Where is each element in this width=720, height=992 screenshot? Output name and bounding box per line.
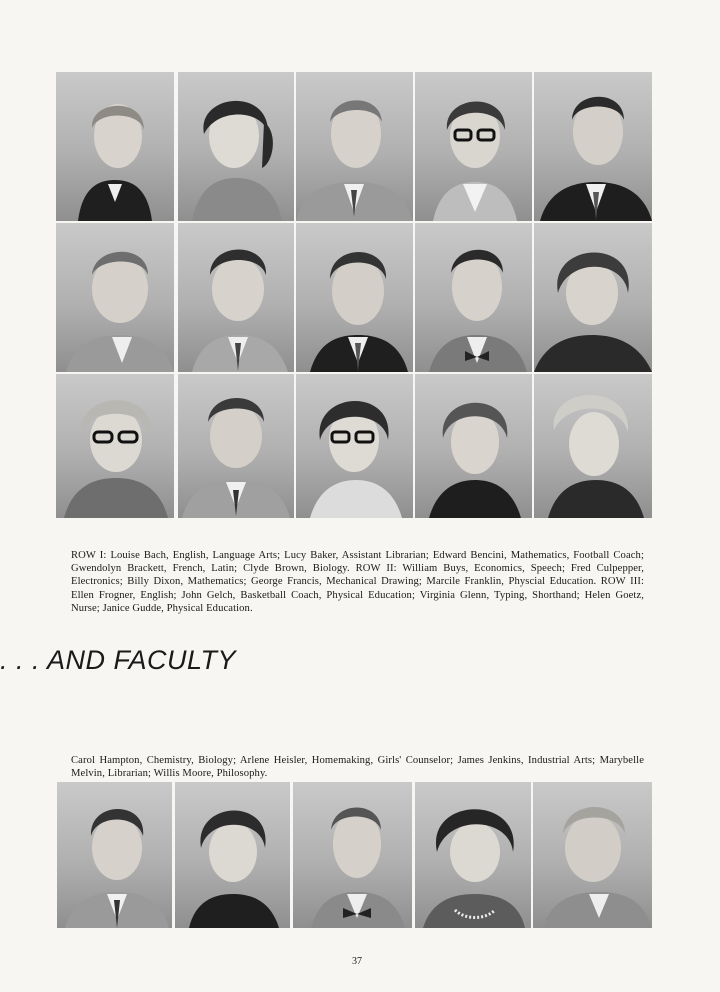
portrait-marcile-franklin <box>534 223 652 372</box>
portrait-ellen-frogner <box>56 374 174 518</box>
portrait-arlene-heisler <box>175 782 290 928</box>
portrait-virginia-glenn <box>296 374 413 518</box>
portrait-willis-moore <box>533 782 652 928</box>
faculty-caption-bottom: Carol Hampton, Chemistry, Biology; Arlene Heisler, Homemaking, Girls' Counselor; James Jenkins, Industrial Arts; Marybelle Melvin, Librarian; Willis Moore, Philosophy. <box>71 754 644 779</box>
portrait-edward-bencini <box>296 72 413 221</box>
portrait-billy-dixon <box>296 223 413 372</box>
portrait-janice-gudde <box>534 374 652 518</box>
portrait-helen-goetz <box>415 374 532 518</box>
portrait-lucy-baker <box>178 72 294 221</box>
portrait-clyde-brown <box>534 72 652 221</box>
portrait-william-buys <box>56 223 174 372</box>
portrait-george-francis <box>415 223 532 372</box>
portrait-james-jenkins <box>293 782 412 928</box>
portrait-marybelle-melvin <box>415 782 531 928</box>
portrait-fred-culpepper <box>178 223 294 372</box>
faculty-caption-top: ROW I: Louise Bach, English, Language Arts; Lucy Baker, Assistant Librarian; Edward Bencini, Mathematics, Football Coach; Gwendolyn Brackett, French, Latin; Clyde Brown, Biology. ROW II: William Buys, Economics, Speech; Fred Culpepper, Electronics; Billy Dixon, Mathematics; George Francis, Mechanical Drawing; Marcile Franklin, Physcial Education. ROW III: Ellen Frogner, English; John Gelch, Basketball Coach, Physical Education; Virginia Glenn, Typing, Shorthand; Helen Goetz, Nurse; Janice Gudde, Physical Education. <box>71 549 644 615</box>
portrait-john-gelch <box>178 374 294 518</box>
portrait-gwendolyn-brackett <box>415 72 532 221</box>
section-title: . . . AND FACULTY <box>0 645 237 675</box>
page-number: 37 <box>352 956 362 967</box>
portrait-carol-hampton <box>57 782 172 928</box>
portrait-louise-bach <box>56 72 174 221</box>
